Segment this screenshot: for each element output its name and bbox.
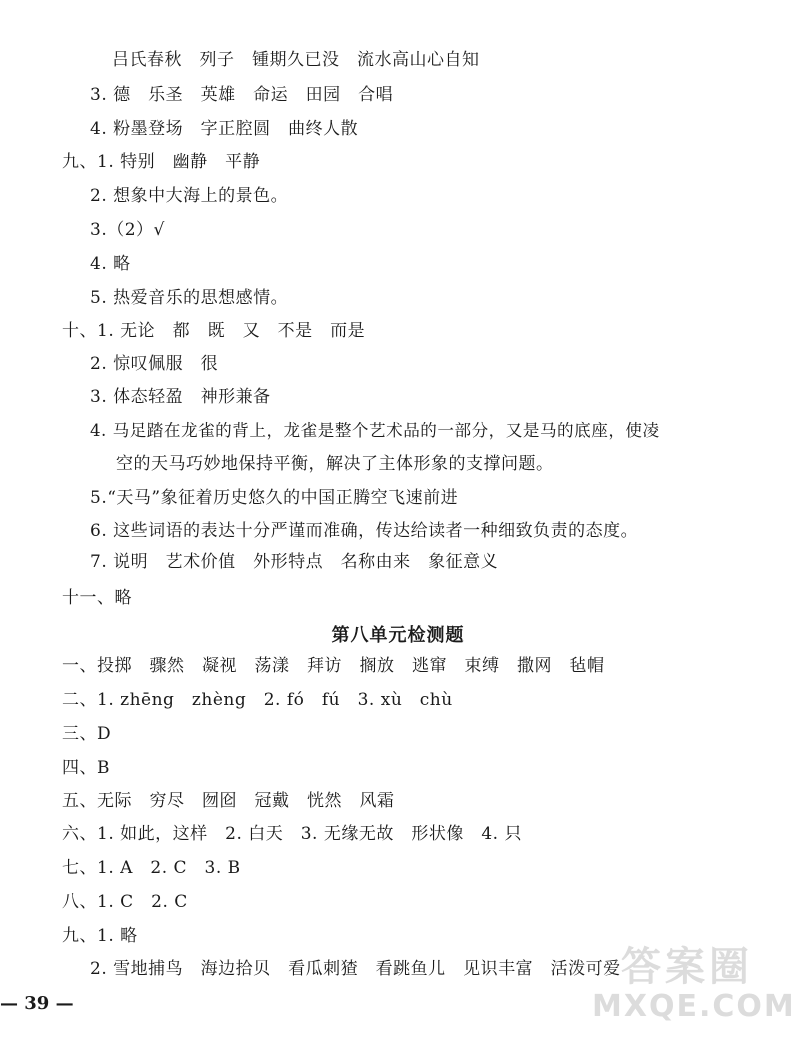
page-number: — 39 — [0,993,74,1014]
answer-line: 6. 这些词语的表达十分严谨而准确，传达给读者一种细致负责的态度。 [90,521,639,541]
answer-line: 5. 热爱音乐的思想感情。 [90,288,289,308]
answer-line: 四、B [62,758,110,778]
answer-line: 4. 略 [90,254,131,274]
answer-line: 吕氏春秋 列子 锺期久已没 流水高山心自知 [112,50,480,70]
answer-line: 空的天马巧妙地保持平衡，解决了主体形象的支撑问题。 [116,454,554,474]
answer-line: 一、投掷 骤然 凝视 荡漾 拜访 搁放 逃窜 束缚 撒网 毡帽 [62,656,605,676]
answer-line: 十、1. 无论 都 既 又 不是 而是 [62,321,366,341]
answer-line: 六、1. 如此，这样 2. 白天 3. 无缘无故 形状像 4. 只 [62,824,522,844]
page-number-value: 39 [24,993,50,1014]
answer-line: 九、1. 略 [62,926,138,946]
answer-line: 4. 粉墨登场 字正腔圆 曲终人散 [90,119,359,139]
answer-line: 九、1. 特别 幽静 平静 [62,152,261,172]
answer-line: 5.“天马”象征着历史悠久的中国正腾空飞速前进 [90,488,459,508]
answer-line: 八、1. C 2. C [62,892,188,912]
answer-line: 2. 想象中大海上的景色。 [90,186,289,206]
watermark-text-cn: 答案圈 [621,944,753,990]
answer-line: 2. 雪地捕鸟 海边拾贝 看瓜刺猹 看跳鱼儿 见识丰富 活泼可爱 [90,959,621,979]
section-title: 第八单元检测题 [331,625,465,646]
answer-line: 4. 马足踏在龙雀的背上，龙雀是整个艺术品的一部分，又是马的底座，使凌 [90,421,660,440]
answer-line: 十一、略 [62,588,132,608]
answer-line: 七、1. A 2. C 3. B [62,858,241,878]
answer-line: 五、无际 穷尽 囫囵 冠戴 恍然 风霜 [62,791,395,811]
watermark-text-en: MXQE.COM [592,989,796,1024]
answer-line: 3. 德 乐圣 英雄 命运 田园 合唱 [90,85,394,105]
answer-line: 7. 说明 艺术价值 外形特点 名称由来 象征意义 [90,552,499,572]
answer-line: 3.（2）√ [90,220,165,240]
answer-line: 2. 惊叹佩服 很 [90,354,219,374]
answer-line: 三、D [62,724,112,744]
answer-line: 3. 体态轻盈 神形兼备 [90,387,271,407]
answer-line: 二、1. zhēng zhèng 2. fó fú 3. xù chù [62,690,453,710]
